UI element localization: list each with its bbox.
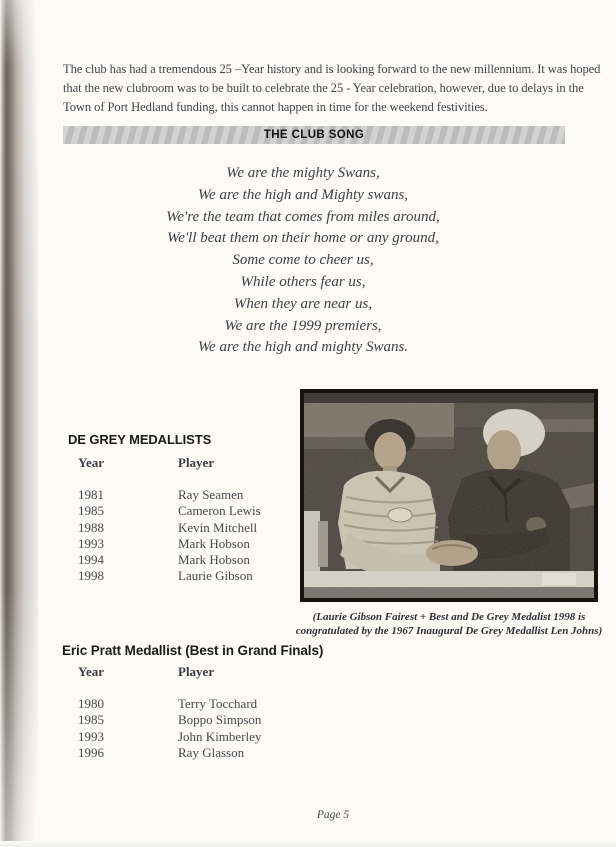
player-cell: Kevin Mitchell bbox=[178, 519, 258, 535]
photo-caption: (Laurie Gibson Fairest + Best and De Grey Medalist 1998 is congratulated by the 1967 Inaugural De Grey Medallist Len Johns) bbox=[295, 611, 603, 637]
player-cell: Terry Tocchard bbox=[178, 696, 258, 711]
player-cell: Laurie Gibson bbox=[178, 568, 253, 584]
photo-handshake bbox=[304, 393, 594, 598]
year-column-header: Year bbox=[78, 664, 104, 679]
table-row bbox=[78, 503, 293, 519]
table-row bbox=[78, 745, 293, 761]
player-cell: Ray Glasson bbox=[178, 744, 245, 760]
year-cell: 1985 bbox=[78, 503, 104, 519]
table-row bbox=[78, 568, 293, 584]
song-line: We are the high and mighty Swans. bbox=[197, 339, 409, 356]
page-footer bbox=[300, 809, 366, 821]
year-column-header: Year bbox=[78, 455, 104, 470]
player-cell: Ray Seamen bbox=[178, 487, 244, 502]
table-row bbox=[78, 552, 293, 568]
table-header bbox=[78, 455, 293, 471]
player-cell: Cameron Lewis bbox=[178, 503, 261, 519]
year-cell: 1980 bbox=[78, 696, 104, 711]
table-row bbox=[78, 696, 293, 712]
song-line: We are the mighty Swans, bbox=[226, 165, 380, 181]
club-song-title: THE CLUB SONG bbox=[263, 128, 365, 142]
year-cell: 1985 bbox=[78, 712, 104, 728]
book-spine-shadow bbox=[0, 0, 38, 841]
photo-frame bbox=[300, 389, 598, 602]
club-song-banner bbox=[63, 126, 565, 144]
table-header bbox=[78, 664, 293, 680]
page-bottom-edge bbox=[0, 841, 616, 847]
player-column-header: Player bbox=[178, 455, 215, 470]
player-cell: John Kimberley bbox=[178, 728, 262, 744]
table-row bbox=[78, 729, 293, 745]
year-cell: 1994 bbox=[78, 552, 104, 568]
song-line: Some come to cheer us, bbox=[232, 252, 374, 269]
player-cell: Mark Hobson bbox=[178, 535, 250, 551]
table-row bbox=[78, 712, 293, 728]
player-cell: Boppo Simpson bbox=[178, 712, 262, 728]
song-line: While others fear us, bbox=[240, 273, 366, 290]
table-row bbox=[78, 520, 293, 536]
table-row bbox=[78, 487, 293, 503]
intro-paragraph: The club has had a tremendous 25 –Year history and is looking forward to the new millennium. It was hoped that the new clubroom was to be built to celebrate the 25 - Year celebration, however, due to delays in the Town of Port Hedland funding, this cannot happen in time for the weekend festivities. bbox=[63, 61, 601, 114]
song-line: We are the high and Mighty swans, bbox=[197, 186, 409, 203]
de-grey-medallists-title: DE GREY MEDALLISTS bbox=[68, 431, 212, 447]
song-line: We're the team that comes from miles around, bbox=[166, 208, 440, 225]
page-number: Page 5 bbox=[316, 809, 350, 821]
club-song-lyrics bbox=[63, 163, 543, 359]
year-cell: 1993 bbox=[78, 728, 104, 744]
song-line: When they are near us, bbox=[233, 295, 373, 312]
year-cell: 1996 bbox=[78, 744, 104, 760]
year-cell: 1988 bbox=[78, 519, 104, 535]
eric-pratt-medallist-table bbox=[78, 664, 293, 761]
year-cell: 1998 bbox=[78, 568, 104, 584]
table-row bbox=[78, 536, 293, 552]
year-cell: 1993 bbox=[78, 535, 104, 551]
year-cell: 1981 bbox=[78, 487, 104, 502]
player-column-header: Player bbox=[178, 664, 215, 679]
de-grey-medallists-table bbox=[78, 455, 293, 585]
player-cell: Mark Hobson bbox=[178, 552, 250, 568]
eric-pratt-medallist-title: Eric Pratt Medallist (Best in Grand Finals) bbox=[62, 643, 324, 659]
song-line: We are the 1999 premiers, bbox=[224, 317, 382, 334]
song-line: We'll beat them on their home or any ground, bbox=[167, 230, 439, 247]
